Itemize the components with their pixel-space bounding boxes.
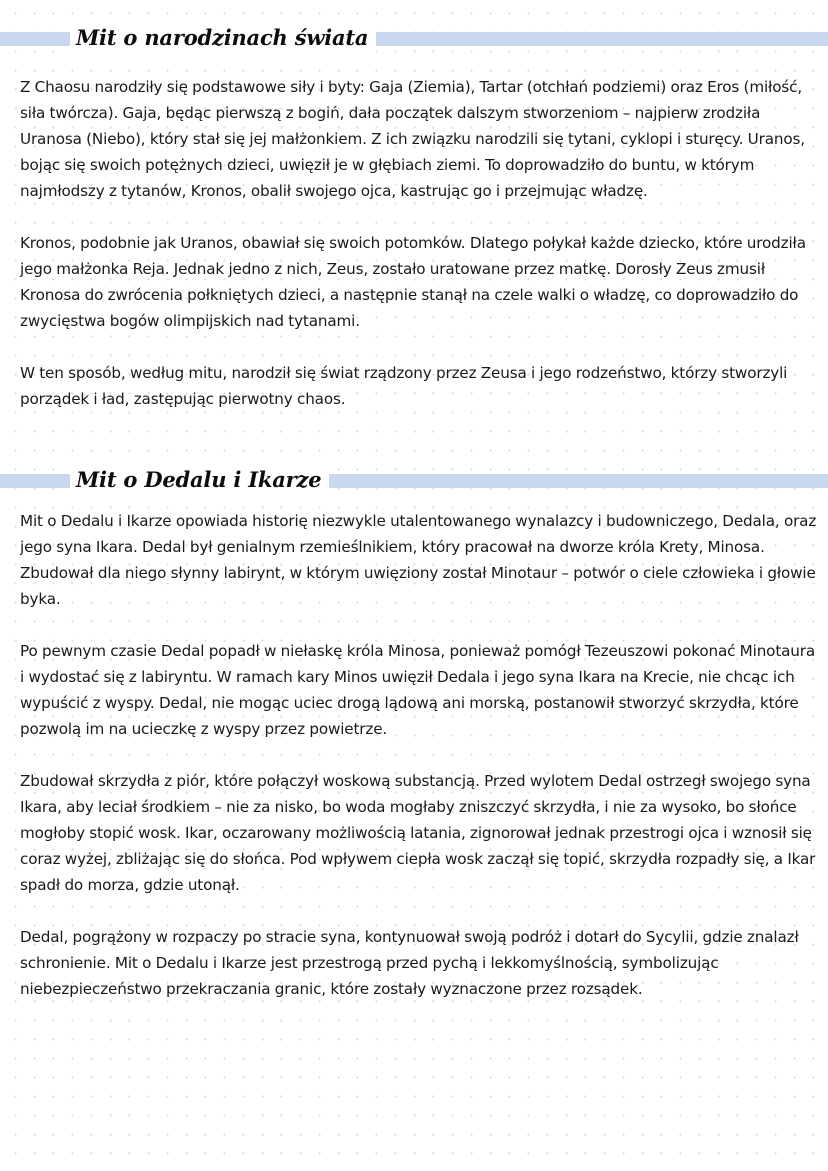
- paragraph: Kronos, podobnie jak Uranos, obawiał się swoich potomków. Dlatego połykał każde dziecko, które urodziła jego małżonka Reja. Jednak jedno z nich, Zeus, zostało uratowane przez matkę. Dorosły Zeus zmusił Kronosa do zwrócenia połkniętych dzieci, a następnie stanął na czele walki o władzę, co doprowadziło do zwycięstwa bogów olimpijskich nad tytanami.: [20, 234, 806, 330]
- header-band-left: [0, 32, 76, 46]
- paragraph: Zbudował skrzydła z piór, które połączył woskową substancją. Przed wylotem Dedal ostrzegł swojego syna Ikara, aby leciał środkiem – nie za nisko, bo woda mogłaby zniszczyć skrzydła, i nie za wysoko, bo słońce mogłoby stopić wosk. Ikar, oczarowany możliwością latania, zignorował jednak przestrogi ojca i wznosił się coraz wyżej, zbliżając się do słońca. Pod wpływem ciepła wosk zaczął się topić, skrzydła rozpadły się, a Ikar spadł do morza, gdzie utonął.: [20, 772, 816, 894]
- paragraph: Po pewnym czasie Dedal popadł w niełaskę króla Minosa, ponieważ pomógł Tezeuszowi pokonać Minotaura i wydostać się z labiryntu. W ramach kary Minos uwięził Dedala i jego syna Ikara na Krecie, nie chcąc ich wypuścić z wyspy. Dedal, nie mogąc uciec drogą lądową ani morską, postanowił stworzyć skrzydła, które pozwolą im na ucieczkę z wyspy przez powietrze.: [20, 642, 816, 738]
- paragraph: Mit o Dedalu i Ikarze opowiada historię niezwykle utalentowanego wynalazcy i budowniczego, Dedala, oraz jego syna Ikara. Dedal był genialnym rzemieślnikiem, który pracował na dworze króla Krety, Minosa. Zbudował dla niego słynny labirynt, w którym uwięziony został Minotaur – potwór o ciele człowieka i głowie byka.: [20, 512, 817, 608]
- section-content-1: [20, 74, 820, 438]
- paragraph: W ten sposób, według mitu, narodził się świat rządzony przez Zeusa i jego rodzeństwo, którzy stworzyli porządek i ład, zastępując pierwotny chaos.: [20, 364, 788, 408]
- header-band-right: [362, 32, 828, 46]
- paragraph: Dedal, pogrążony w rozpaczy po stracie syna, kontynuował swoją podróż i dotarł do Sycylii, gdzie znalazł schronienie. Mit o Dedalu i Ikarze jest przestrogą przed pychą i lekkomyślnością, symbolizując niebezpieczeństwo przekraczania granic, które zostały wyznaczone przez rozsądek.: [20, 928, 799, 998]
- section-title-1: Mit o narodzinach świata: [70, 22, 376, 54]
- section-header-1: [0, 22, 828, 54]
- section-title-2: Mit o Dedalu i Ikarze: [70, 464, 329, 496]
- header-band-left: [0, 474, 76, 488]
- section-content-2: [20, 508, 820, 1028]
- header-band-right: [308, 474, 828, 488]
- section-header-2: [0, 464, 828, 496]
- paragraph: Z Chaosu narodziły się podstawowe siły i byty: Gaja (Ziemia), Tartar (otchłań podziemi) oraz Eros (miłość, siła twórcza). Gaja, będąc pierwszą z bogiń, dała początek dalszym stworzeniom – najpierw zrodziła Uranosa (Niebo), który stał się jej małżonkiem. Z ich związku narodzili się tytani, cyklopi i sturęcy. Uranos, bojąc się swoich potężnych dzieci, uwięził je w głębiach ziemi. To doprowadziło do buntu, w którym najmłodszy z tytanów, Kronos, obalił swojego ojca, kastrując go i przejmując władzę.: [20, 78, 805, 200]
